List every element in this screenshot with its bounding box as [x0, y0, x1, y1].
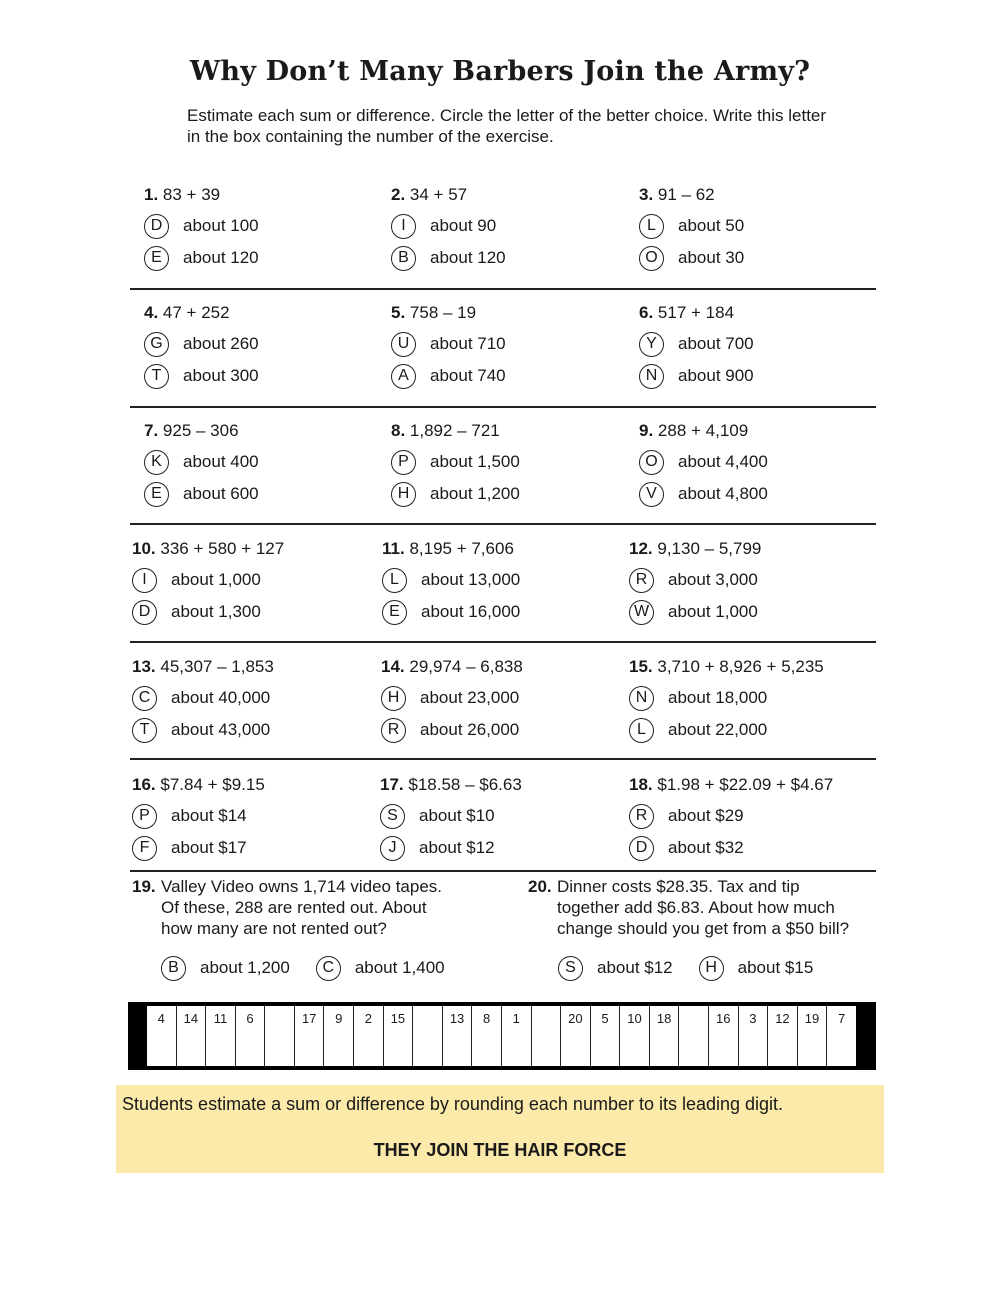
problem-row [130, 538, 876, 644]
problem-question [144, 302, 384, 328]
answer-box[interactable]: 12 [767, 1006, 797, 1066]
choice-text: about 1,200 [430, 484, 520, 503]
answer-box[interactable]: 8 [471, 1006, 501, 1066]
choice-text: about 43,000 [171, 720, 271, 739]
problem-2 [391, 184, 631, 274]
word-problem-choices [558, 952, 839, 984]
choice-letter-circle[interactable]: G [144, 332, 169, 357]
answer-choice[interactable] [381, 682, 621, 714]
problem-expression: 91 – 62 [657, 185, 715, 204]
choice-text: about 1,500 [430, 452, 520, 471]
row-divider [130, 870, 876, 872]
choice-letter-circle[interactable]: C [132, 686, 157, 711]
answer-box[interactable]: 5 [590, 1006, 620, 1066]
row-divider [130, 288, 876, 290]
choice-letter-circle[interactable]: T [144, 364, 169, 389]
answer-choice[interactable] [161, 952, 290, 984]
problem-expression: 9,130 – 5,799 [657, 539, 762, 558]
answer-choice[interactable] [639, 360, 879, 392]
choice-letter-circle[interactable]: L [382, 568, 407, 593]
problem-question [144, 420, 384, 446]
problem-18 [629, 774, 869, 864]
choice-letter-circle[interactable]: C [316, 956, 341, 981]
problem-expression: 925 – 306 [162, 421, 239, 440]
problem-expression: 8,195 + 7,606 [409, 539, 514, 558]
problem-expression: $7.84 + $9.15 [160, 775, 265, 794]
answer-choice[interactable] [629, 682, 869, 714]
word-problem-text: change should you get from a $50 bill? [557, 919, 850, 938]
choice-text: about $32 [668, 838, 744, 857]
answer-choice[interactable] [144, 210, 384, 242]
problem-number: 11. [382, 539, 405, 558]
problem-expression: 517 + 184 [657, 303, 735, 322]
choice-letter-circle[interactable]: F [132, 836, 157, 861]
answer-choice[interactable] [629, 832, 869, 864]
answer-choice[interactable] [144, 446, 384, 478]
choice-letter-circle[interactable]: L [639, 214, 664, 239]
riddle-answer: THEY JOIN THE HAIR FORCE [373, 1140, 627, 1160]
answer-choice[interactable] [629, 800, 869, 832]
problem-number: 12. [629, 539, 653, 558]
problem-number: 15. [629, 657, 653, 676]
problem-expression: $1.98 + $22.09 + $4.67 [657, 775, 834, 794]
choice-text: about 18,000 [668, 688, 768, 707]
word-problem-text: together add $6.83. About how much [557, 898, 835, 917]
answer-box[interactable]: 1 [501, 1006, 531, 1066]
problem-number: 7. [144, 421, 159, 440]
answer-box[interactable]: 9 [323, 1006, 353, 1066]
choice-letter-circle[interactable]: S [380, 804, 405, 829]
choice-text: about 1,400 [354, 958, 445, 977]
choice-text: about $12 [419, 838, 495, 857]
answer-box[interactable]: 14 [176, 1006, 206, 1066]
word-problem-text: Dinner costs $28.35. Tax and tip [557, 877, 800, 896]
answer-choice[interactable] [639, 446, 879, 478]
problem-row [130, 302, 876, 408]
problem-question [391, 420, 631, 446]
answer-choice[interactable] [380, 832, 620, 864]
row-divider [130, 406, 876, 408]
problem-expression: 288 + 4,109 [657, 421, 749, 440]
problem-12 [629, 538, 869, 628]
choice-text: about 710 [430, 334, 506, 353]
answer-choice[interactable] [639, 210, 879, 242]
problem-number: 2. [391, 185, 406, 204]
instructions: Estimate each sum or difference. Circle the letter of the better choice. Write this letter in the box containing the number of the exercise. [187, 106, 827, 146]
answer-choice[interactable] [391, 328, 631, 360]
problem-3 [639, 184, 879, 274]
answer-boxes [147, 1006, 856, 1066]
choice-letter-circle[interactable]: Y [639, 332, 664, 357]
word-problem-choices [161, 952, 471, 984]
note-text: Students estimate a sum or difference by rounding each number to its leading digit. [122, 1094, 784, 1114]
answer-choice[interactable] [639, 328, 879, 360]
choice-text: about 1,000 [171, 570, 261, 589]
problem-expression: 47 + 252 [162, 303, 230, 322]
answer-choice[interactable] [132, 564, 372, 596]
problem-9 [639, 420, 879, 510]
answer-choice[interactable] [391, 360, 631, 392]
answer-box[interactable]: 18 [649, 1006, 679, 1066]
answer-choice[interactable] [144, 328, 384, 360]
problem-number: 14. [381, 657, 405, 676]
problem-number: 3. [639, 185, 654, 204]
choice-letter-circle[interactable]: H [699, 956, 724, 981]
answer-choice[interactable] [639, 242, 879, 274]
choice-text: about 22,000 [668, 720, 768, 739]
answer-choice[interactable] [382, 564, 622, 596]
choice-text: about 4,800 [678, 484, 768, 503]
choice-letter-circle[interactable]: B [391, 246, 416, 271]
row-divider [130, 523, 876, 525]
problem-7 [144, 420, 384, 510]
row-divider [130, 758, 876, 760]
choice-text: about 26,000 [420, 720, 520, 739]
answer-choice[interactable] [629, 596, 869, 628]
answer-choice[interactable] [629, 564, 869, 596]
answer-choice[interactable] [132, 682, 372, 714]
problem-expression: 758 – 19 [409, 303, 477, 322]
problem-row [130, 774, 876, 880]
problem-14 [381, 656, 621, 746]
answer-choice[interactable] [391, 210, 631, 242]
problem-number: 17. [380, 775, 404, 794]
word-problem-line [528, 876, 849, 897]
word-problem-20 [528, 876, 849, 939]
choice-text: about 400 [183, 452, 259, 471]
answer-box[interactable]: 19 [797, 1006, 827, 1066]
choice-text: about 740 [430, 366, 506, 385]
choice-text: about $14 [171, 806, 247, 825]
problem-question [132, 656, 372, 682]
choice-letter-circle[interactable]: P [132, 804, 157, 829]
answer-box[interactable]: 15 [383, 1006, 413, 1066]
problem-question [381, 656, 621, 682]
problem-row [130, 184, 876, 290]
answer-box[interactable]: 2 [353, 1006, 383, 1066]
problem-question [132, 538, 372, 564]
answer-choice[interactable] [132, 832, 372, 864]
answer-choice[interactable] [381, 714, 621, 746]
choice-letter-circle[interactable]: B [161, 956, 186, 981]
answer-choice[interactable] [132, 596, 372, 628]
row-divider [130, 641, 876, 643]
choice-text: about 1,200 [200, 958, 290, 977]
choice-letter-circle[interactable]: A [391, 364, 416, 389]
problem-question [629, 538, 869, 564]
choice-text: about $10 [419, 806, 495, 825]
answer-choice[interactable] [699, 952, 814, 984]
choice-letter-circle[interactable]: H [391, 482, 416, 507]
problem-question [380, 774, 620, 800]
problem-5 [391, 302, 631, 392]
choice-letter-circle[interactable]: E [382, 600, 407, 625]
word-problem-text: Of these, 288 are rented out. About [161, 898, 427, 917]
choice-text: about 260 [183, 334, 259, 353]
answer-choice[interactable] [629, 714, 869, 746]
problem-question [391, 302, 631, 328]
word-problem-line [132, 897, 442, 918]
answer-box[interactable]: 17 [294, 1006, 324, 1066]
problem-question [132, 774, 372, 800]
choice-letter-circle[interactable]: R [381, 718, 406, 743]
problem-row [130, 656, 876, 762]
problem-number: 5. [391, 303, 406, 322]
word-problem-line [528, 897, 849, 918]
answer-box[interactable]: 4 [157, 1011, 165, 1026]
choice-text: about $15 [737, 958, 814, 977]
problem-15 [629, 656, 869, 746]
answer-choice[interactable] [639, 478, 879, 510]
teacher-note [116, 1085, 884, 1173]
problem-number: 1. [144, 185, 159, 204]
choice-text: about 120 [430, 248, 506, 267]
choice-letter-circle[interactable]: H [381, 686, 406, 711]
choice-letter-circle[interactable]: O [639, 246, 664, 271]
word-problem-text: how many are not rented out? [161, 919, 387, 938]
answer-choice[interactable] [132, 714, 372, 746]
word-problem-line [132, 876, 442, 897]
choice-letter-circle[interactable]: E [144, 482, 169, 507]
problem-number: 20. [528, 877, 552, 896]
choice-text: about 30 [678, 248, 745, 267]
problem-number: 18. [629, 775, 653, 794]
choice-letter-circle[interactable]: E [144, 246, 169, 271]
problem-question [629, 774, 869, 800]
choice-text: about 300 [183, 366, 259, 385]
problem-number: 9. [639, 421, 654, 440]
problem-number: 10. [132, 539, 156, 558]
choice-letter-circle[interactable]: T [132, 718, 157, 743]
choice-text: about 600 [183, 484, 259, 503]
answer-choice[interactable] [391, 478, 631, 510]
problem-10 [132, 538, 372, 628]
choice-text: about 4,400 [678, 452, 768, 471]
problem-expression: 3,710 + 8,926 + 5,235 [657, 657, 824, 676]
problem-number: 8. [391, 421, 406, 440]
choice-text: about 23,000 [420, 688, 520, 707]
page-title: Why Don’t Many Barbers Join the Army? [189, 56, 811, 87]
answer-choice[interactable] [316, 952, 445, 984]
answer-choice[interactable] [144, 242, 384, 274]
choice-text: about 16,000 [421, 602, 521, 621]
answer-choice[interactable] [144, 360, 384, 392]
answer-choice[interactable] [382, 596, 622, 628]
problem-6 [639, 302, 879, 392]
answer-choice[interactable] [391, 242, 631, 274]
choice-letter-circle[interactable]: V [639, 482, 664, 507]
problem-1 [144, 184, 384, 274]
choice-text: about 90 [430, 216, 497, 235]
choice-text: about $29 [668, 806, 744, 825]
problem-number: 4. [144, 303, 159, 322]
choice-text: about 120 [183, 248, 259, 267]
answer-box[interactable]: 11 [205, 1006, 235, 1066]
problem-13 [132, 656, 372, 746]
choice-letter-circle[interactable]: U [391, 332, 416, 357]
problem-17 [380, 774, 620, 864]
answer-box[interactable] [531, 1006, 561, 1066]
problem-question [391, 184, 631, 210]
choice-text: about $12 [597, 958, 673, 977]
problem-8 [391, 420, 631, 510]
choice-text: about 1,300 [171, 602, 261, 621]
choice-text: about 1,000 [668, 602, 758, 621]
answer-box[interactable] [412, 1006, 442, 1066]
problem-question [629, 656, 869, 682]
problem-number: 13. [132, 657, 156, 676]
word-problem-line [528, 918, 849, 939]
choice-letter-circle[interactable]: D [629, 836, 654, 861]
choice-text: about 50 [678, 216, 745, 235]
word-problem-19 [132, 876, 442, 939]
answer-box[interactable]: 10 [619, 1006, 649, 1066]
word-problem-text: Valley Video owns 1,714 video tapes. [161, 877, 443, 896]
choice-letter-circle[interactable]: N [629, 686, 654, 711]
problem-number: 19. [132, 877, 156, 896]
answer-box[interactable]: 6 [235, 1006, 265, 1066]
problem-number: 6. [639, 303, 654, 322]
problem-16 [132, 774, 372, 864]
problem-expression: 29,974 – 6,838 [409, 657, 523, 676]
answer-choice[interactable] [144, 478, 384, 510]
choice-text: about 40,000 [171, 688, 271, 707]
choice-letter-circle[interactable]: S [558, 956, 583, 981]
problem-row [130, 420, 876, 526]
answer-box[interactable]: 20 [560, 1006, 590, 1066]
answer-choice[interactable] [132, 800, 372, 832]
problem-expression: 1,892 – 721 [409, 421, 500, 440]
answer-box[interactable]: 13 [442, 1006, 472, 1066]
problem-expression: 45,307 – 1,853 [160, 657, 274, 676]
choice-text: about 13,000 [421, 570, 521, 589]
answer-box[interactable] [678, 1006, 708, 1066]
choice-letter-circle[interactable]: D [132, 600, 157, 625]
problem-question [382, 538, 622, 564]
problem-expression: 34 + 57 [409, 185, 468, 204]
problem-4 [144, 302, 384, 392]
problem-expression: 336 + 580 + 127 [160, 539, 285, 558]
choice-letter-circle[interactable]: R [629, 804, 654, 829]
problem-11 [382, 538, 622, 628]
problem-number: 16. [132, 775, 156, 794]
word-problem-line [132, 918, 442, 939]
problem-question [639, 302, 879, 328]
answer-box[interactable]: 3 [738, 1006, 768, 1066]
answer-choice[interactable] [558, 952, 673, 984]
problem-question [639, 184, 879, 210]
choice-letter-circle[interactable]: L [629, 718, 654, 743]
choice-letter-circle[interactable]: I [132, 568, 157, 593]
choice-letter-circle[interactable]: R [629, 568, 654, 593]
problem-question [639, 420, 879, 446]
problem-expression: $18.58 – $6.63 [408, 775, 522, 794]
choice-letter-circle[interactable]: W [629, 600, 654, 625]
choice-text: about 100 [183, 216, 259, 235]
choice-text: about 700 [678, 334, 754, 353]
choice-letter-circle[interactable]: D [144, 214, 169, 239]
answer-choice[interactable] [391, 446, 631, 478]
choice-text: about 3,000 [668, 570, 758, 589]
problem-expression: 83 + 39 [162, 185, 221, 204]
answer-box[interactable]: 16 [708, 1006, 738, 1066]
choice-letter-circle[interactable]: O [639, 450, 664, 475]
answer-box[interactable] [264, 1006, 294, 1066]
choice-text: about $17 [171, 838, 247, 857]
choice-letter-circle[interactable]: N [639, 364, 664, 389]
choice-letter-circle[interactable]: P [391, 450, 416, 475]
answer-box[interactable]: 7 [826, 1006, 856, 1066]
choice-text: about 900 [678, 366, 754, 385]
choice-letter-circle[interactable]: I [391, 214, 416, 239]
choice-letter-circle[interactable]: J [380, 836, 405, 861]
answer-choice[interactable] [380, 800, 620, 832]
choice-letter-circle[interactable]: K [144, 450, 169, 475]
problem-question [144, 184, 384, 210]
